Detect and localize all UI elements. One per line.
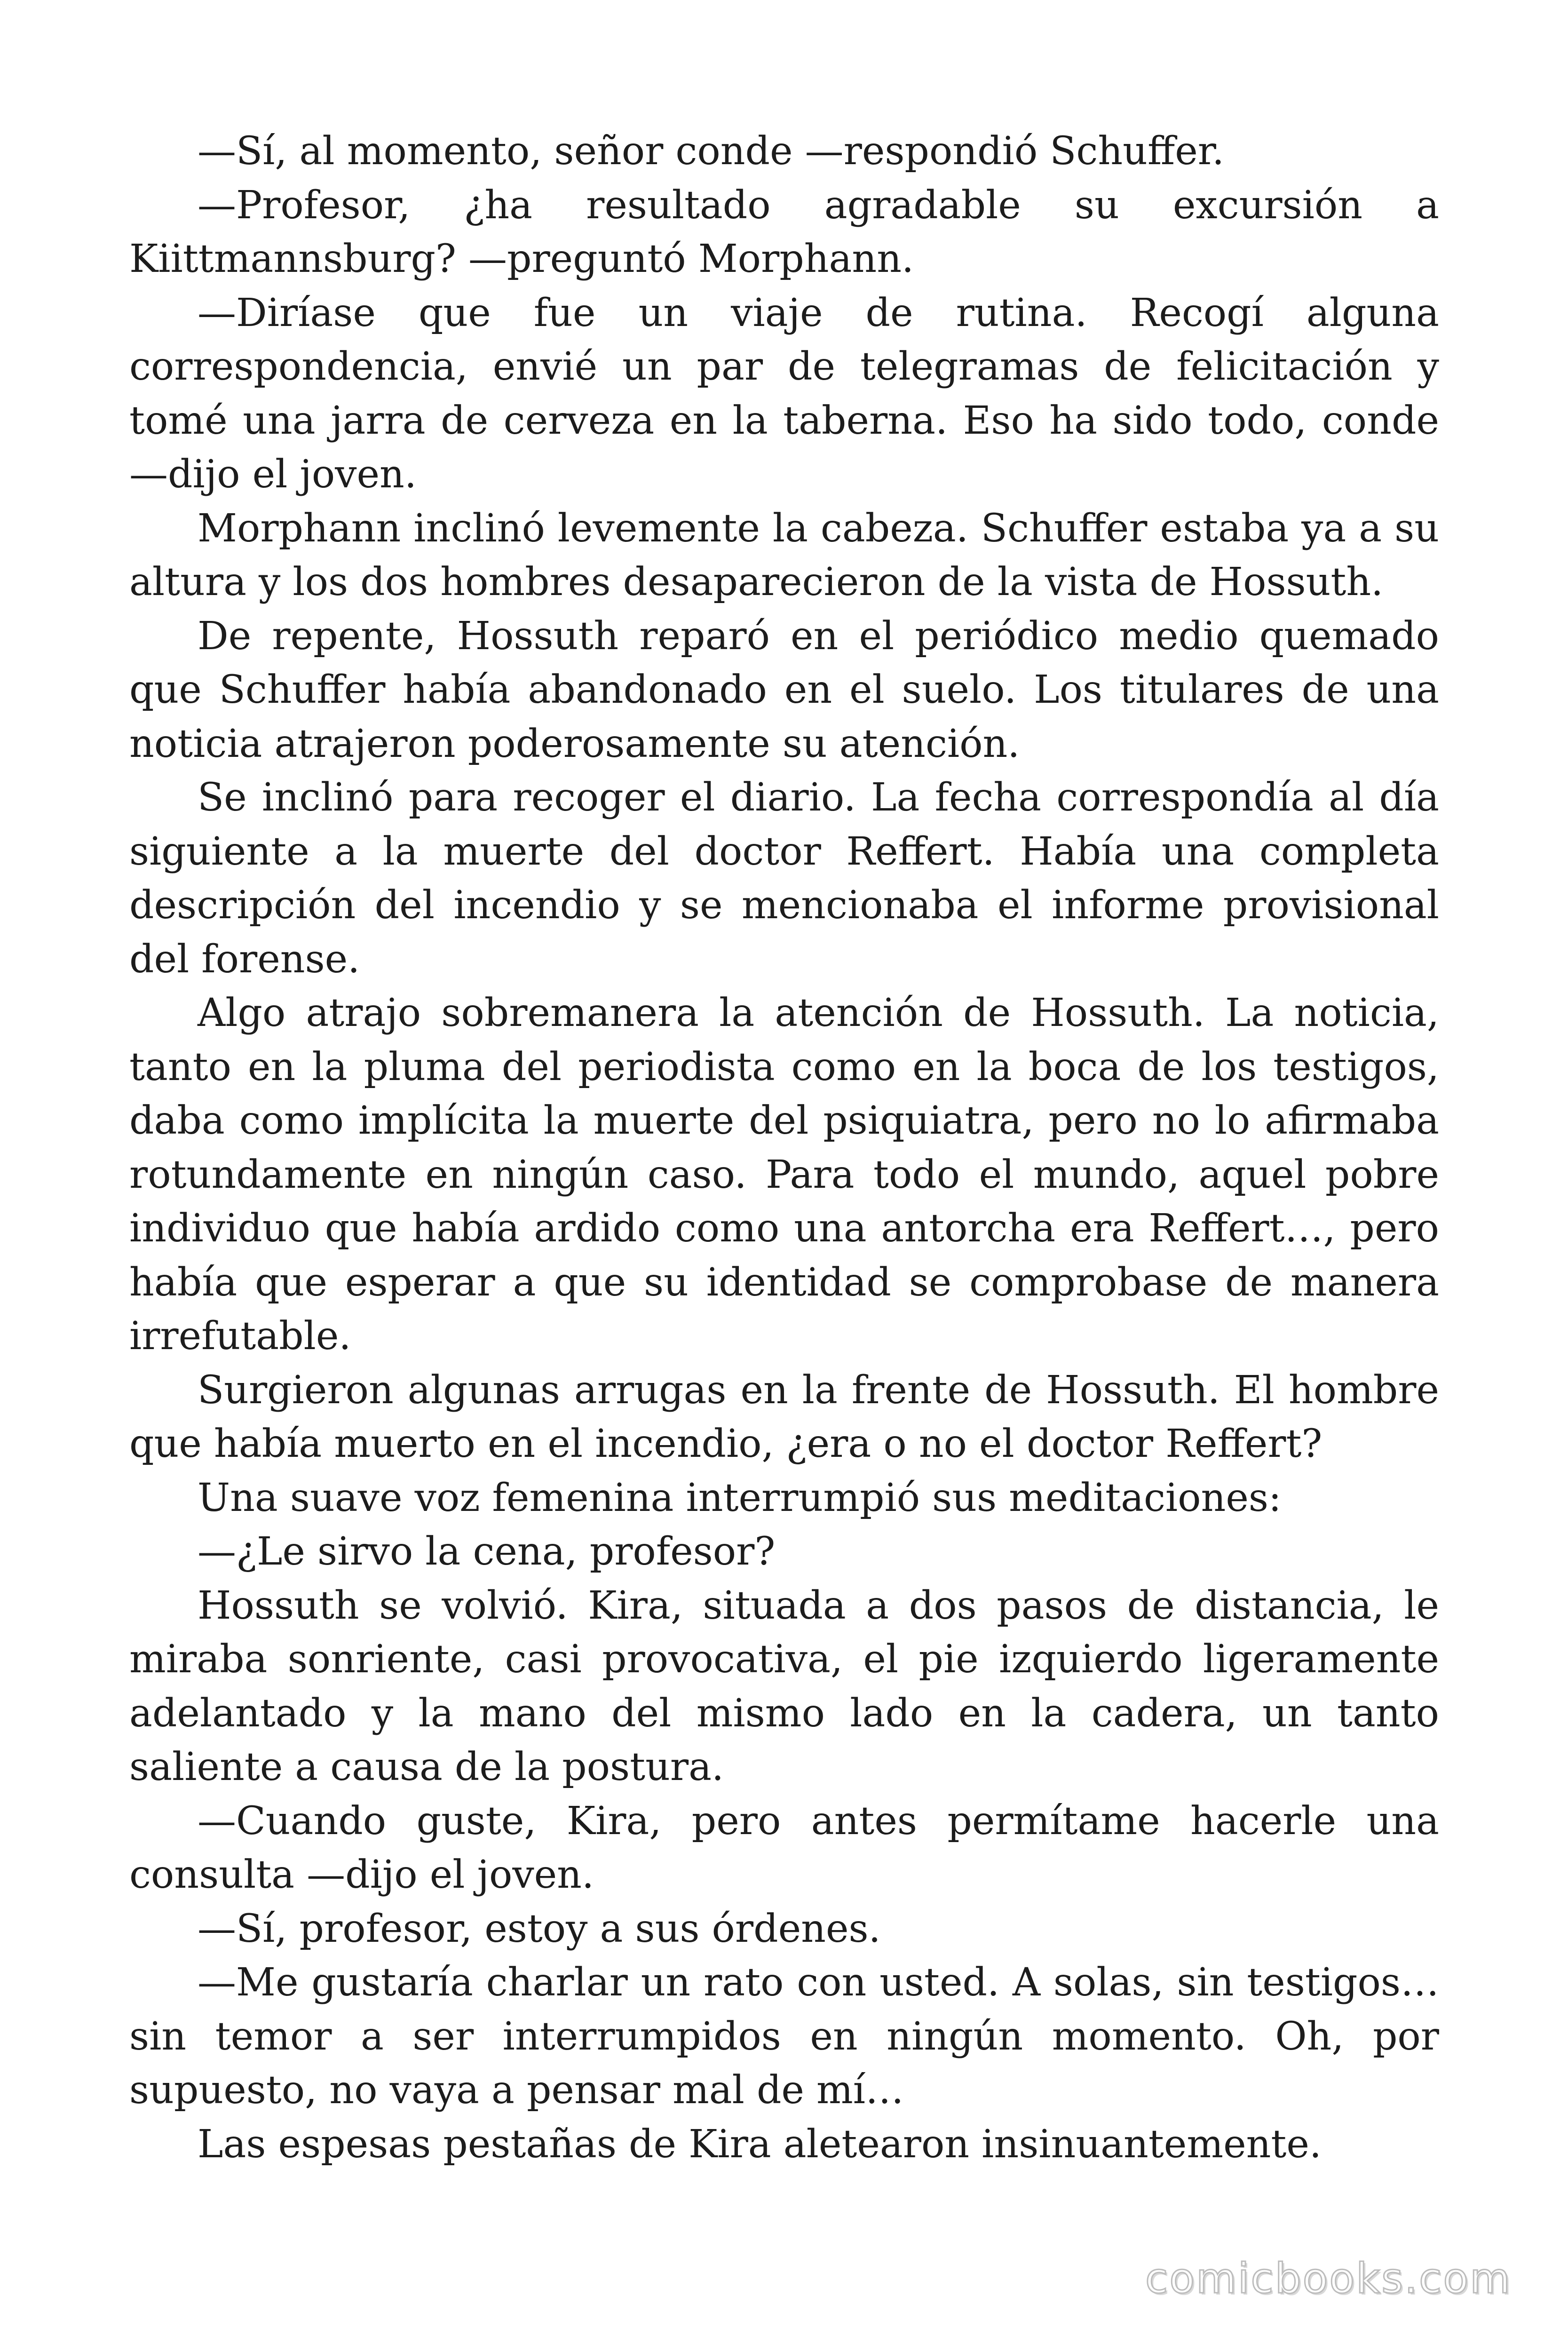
paragraph: —Sí, profesor, estoy a sus órdenes. <box>198 1906 881 1951</box>
paragraph: Algo atrajo sobremanera la atención de Hossuth. La noticia, tanto en la pluma del periodista como en la boca de los testigos, daba como implícita la muerte del psiquiatra, pero no lo afirmaba rotundamente en ningún caso. Para todo el mundo, aquel pobre individuo que había ardido como una antorcha era Reffert…, pero había que esperar a que su identidad se comprobase de manera irrefutable. <box>129 991 1439 1359</box>
paragraph: —Sí, al momento, señor conde —respondió Schuffer. <box>198 129 1225 174</box>
paragraph: Una suave voz femenina interrumpió sus meditaciones: <box>198 1475 1282 1520</box>
paragraph: —Cuando guste, Kira, pero antes permítame hacerle una consulta —dijo el joven. <box>129 1798 1439 1897</box>
paragraph: Morphann inclinó levemente la cabeza. Schuffer estaba ya a su altura y los dos hombres desaparecieron de la vista de Hossuth. <box>129 506 1439 604</box>
paragraph: —Me gustaría charlar un rato con usted. A solas, sin testigos… sin temor a ser interrumpidos en ningún momento. Oh, por supuesto, no vaya a pensar mal de mí… <box>129 1960 1439 2113</box>
paragraph: —Profesor, ¿ha resultado agradable su excursión a Kiittmannsburg? —preguntó Morphann. <box>129 183 1439 281</box>
paragraph: Las espesas pestañas de Kira aletearon insinuantemente. <box>198 2122 1322 2167</box>
paragraph: Hossuth se volvió. Kira, situada a dos pasos de distancia, le miraba sonriente, casi provocativa, el pie izquierdo ligeramente adelantado y la mano del mismo lado en la cadera, un tanto saliente a causa de la postura. <box>129 1583 1439 1789</box>
paragraph: Se inclinó para recoger el diario. La fecha correspondía al día siguiente a la muerte del doctor Reffert. Había una completa descripción del incendio y se mencionaba el informe provisional del forense. <box>129 775 1439 982</box>
watermark: comicbooks.com <box>1145 2254 1512 2303</box>
paragraph: Surgieron algunas arrugas en la frente de Hossuth. El hombre que había muerto en el incendio, ¿era o no el doctor Reffert? <box>129 1367 1439 1466</box>
paragraph: —Diríase que fue un viaje de rutina. Recogí alguna correspondencia, envié un par de telegramas de felicitación y tomé una jarra de cerveza en la taberna. Eso ha sido todo, conde —dijo el joven. <box>129 290 1439 497</box>
paragraph: —¿Le sirvo la cena, profesor? <box>198 1529 776 1574</box>
paragraph: De repente, Hossuth reparó en el periódico medio quemado que Schuffer había abandonado en el suelo. Los titulares de una noticia atrajeron poderosamente su atención. <box>129 613 1439 766</box>
body-text <box>129 125 1439 2171</box>
